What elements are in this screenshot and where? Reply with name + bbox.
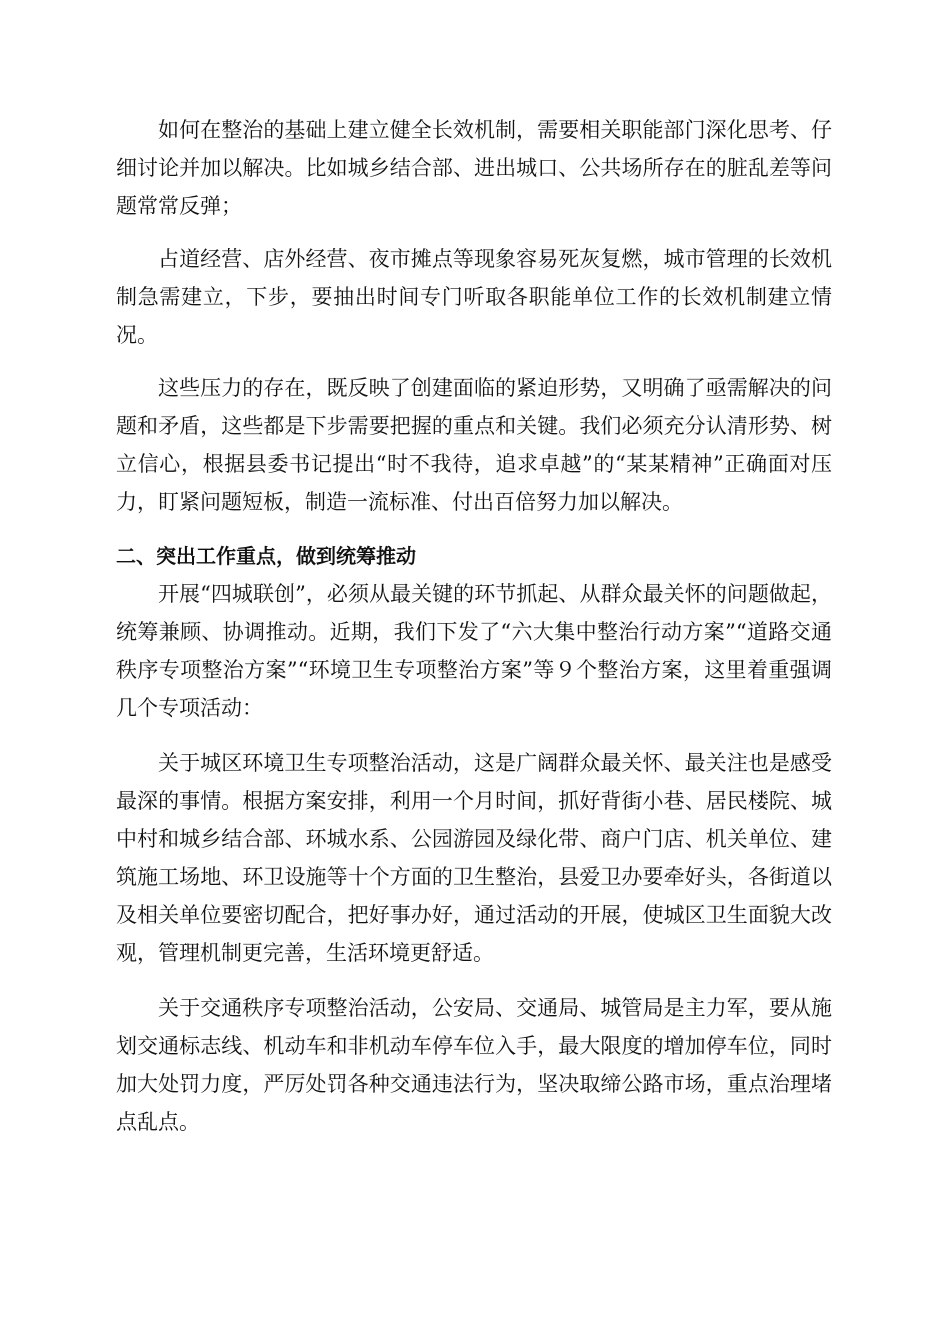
paragraph-sanitation: 关于城区环境卫生专项整治活动，这是广阔群众最关怀、最关注也是感受最深的事情。根据方案安排，利用一个月时间，抓好背街小巷、居民楼院、城中村和城乡结合部、环城水系、公园游园及绿化带、商户门店、机关单位、建筑施工场地、环卫设施等十个方面的卫生整治，县爱卫办要牵好头，各街道以及相关单位要密切配合，把好事办好，通过活动的开展，使城区卫生面貌大改观，管理机制更完善，生活环境更舒适。 [116,751,832,965]
paragraph-street-vending: 占道经营、店外经营、夜市摊点等现象容易死灰复燃，城市管理的长效机制急需建立，下步，要抽出时间专门听取各职能单位工作的长效机制建立情况。 [116,247,832,347]
document-body [116,111,832,1141]
paragraph-traffic: 关于交通秩序专项整治活动，公安局、交通局、城管局是主力军，要从施划交通标志线、机动车和非机动车停车位入手，最大限度的增加停车位，同时加大处罚力度，严厉处罚各种交通违法行为，坚决取缔公路市场，重点治理堵点乱点。 [116,996,832,1134]
section-heading: 二、突出工作重点，做到统筹推动 [116,544,416,568]
paragraph-long-term-mechanism: 如何在整治的基础上建立健全长效机制，需要相关职能部门深化思考、仔细讨论并加以解决。比如城乡结合部、进出城口、公共场所存在的脏乱差等问题常常反弹； [116,118,832,218]
paragraph-pressure: 这些压力的存在，既反映了创建面临的紧迫形势，又明确了亟需解决的问题和矛盾，这些都是下步需要把握的重点和关键。我们必须充分认清形势、树立信心，根据县委书记提出“时不我待，追求卓越”的“某某精神”正确面对压力，盯紧问题短板，制造一流标准、付出百倍努力加以解决。 [116,376,832,514]
paragraph-four-cities: 开展“四城联创”，必须从最关键的环节抓起、从群众最关怀的问题做起，统筹兼顾、协调推动。近期，我们下发了“六大集中整治行动方案”“道路交通秩序专项整治方案”“环境卫生专项整治方案”等９个整治方案，这里着重强调几个专项活动： [116,582,832,720]
